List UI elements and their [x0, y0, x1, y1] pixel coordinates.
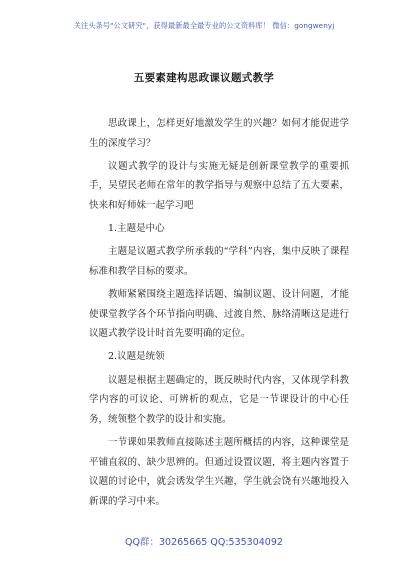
body-paragraph: 议题是根据主题确定的，既反映时代内容，又体现学科教学内容的可议论、可辨析的观点，它是一节课设计的中心任务，统领整个教学的设计和实施。 [89, 374, 349, 425]
body-paragraph: 议题式教学的设计与实施无疑是创新课堂教学的重要抓手，吴望民老师在常年的教学指导与观察中总结了五大要素，快来和好师妹一起学习吧 [89, 160, 349, 211]
document-title: 五要素建构思政课议题式教学 [133, 72, 275, 84]
section-heading: 2.议题是统领 [108, 351, 165, 363]
body-paragraph: 主题是议题式教学所承载的“学科”内容，集中反映了课程标准和教学目标的要求。 [89, 246, 349, 277]
section-heading: 1.主题是中心 [108, 223, 165, 235]
footer-contact-note: QQ群：30265665 QQ:535304092 [125, 537, 283, 548]
document-body [89, 114, 349, 515]
body-paragraph: 教师紧紧围绕主题选择话题、编制议题、设计问题，才能使课堂教学各个环节指向明确、过渡自然、脉络清晰这是进行议题式教学设计时首先要明确的定位。 [89, 289, 349, 340]
body-paragraph: 一节课如果教师直接陈述主题所概括的内容，这种课堂是平铺直叙的、缺少思辨的。但通过设置议题，将主题内容置于议题的讨论中，就会诱发学生兴趣，学生就会饶有兴趣地投入新课的学习中来。 [89, 437, 349, 507]
body-paragraph: 思政课上，怎样更好地激发学生的兴趣？如何才能促进学生的深度学习？ [89, 118, 349, 149]
header-promo-note: 关注头条号"公文研究"，获得最新最全最专业的公文资料库！ 微信：gongwenyj [73, 21, 335, 30]
